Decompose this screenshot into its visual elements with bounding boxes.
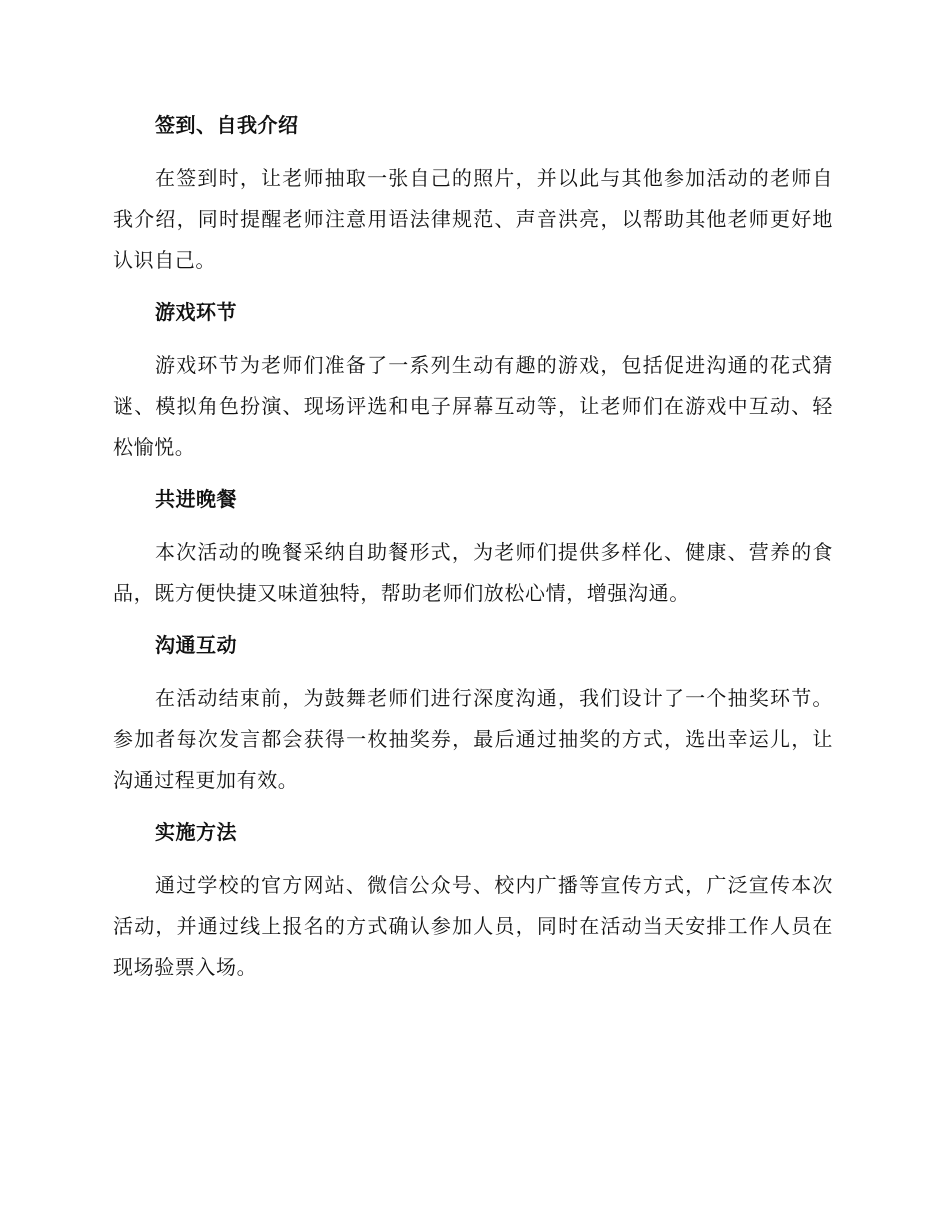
document-content [113, 110, 833, 1004]
section-paragraph: 通过学校的官方网站、微信公众号、校内广播等宣传方式，广泛宣传本次活动，并通过线上报名的方式确认参加人员，同时在活动当天安排工作人员在现场验票入场。 [113, 873, 833, 979]
section-sign-in [113, 110, 833, 281]
section-paragraph: 在签到时，让老师抽取一张自己的照片，并以此与其他参加活动的老师自我介绍，同时提醒老师注意用语法律规范、声音洪亮，以帮助其他老师更好地认识自己。 [113, 166, 833, 272]
section-communication [113, 630, 833, 801]
section-heading: 实施方法 [155, 820, 237, 844]
section-paragraph: 本次活动的晚餐采纳自助餐形式，为老师们提供多样化、健康、营养的食品，既方便快捷又味道独特，帮助老师们放松心情，增强沟通。 [113, 540, 833, 605]
section-heading: 游戏环节 [155, 300, 237, 324]
section-heading: 签到、自我介绍 [155, 113, 299, 137]
section-paragraph: 在活动结束前，为鼓舞老师们进行深度沟通，我们设计了一个抽奖环节。参加者每次发言都会获得一枚抽奖券，最后通过抽奖的方式，选出幸运儿，让沟通过程更加有效。 [113, 686, 833, 792]
section-paragraph: 游戏环节为老师们准备了一系列生动有趣的游戏，包括促进沟通的花式猜谜、模拟角色扮演、现场评选和电子屏幕互动等，让老师们在游戏中互动、轻松愉悦。 [113, 353, 833, 459]
section-dinner [113, 484, 833, 614]
section-games [113, 297, 833, 468]
section-implementation [113, 817, 833, 988]
section-heading: 共进晚餐 [155, 487, 237, 511]
section-heading: 沟通互动 [155, 633, 237, 657]
